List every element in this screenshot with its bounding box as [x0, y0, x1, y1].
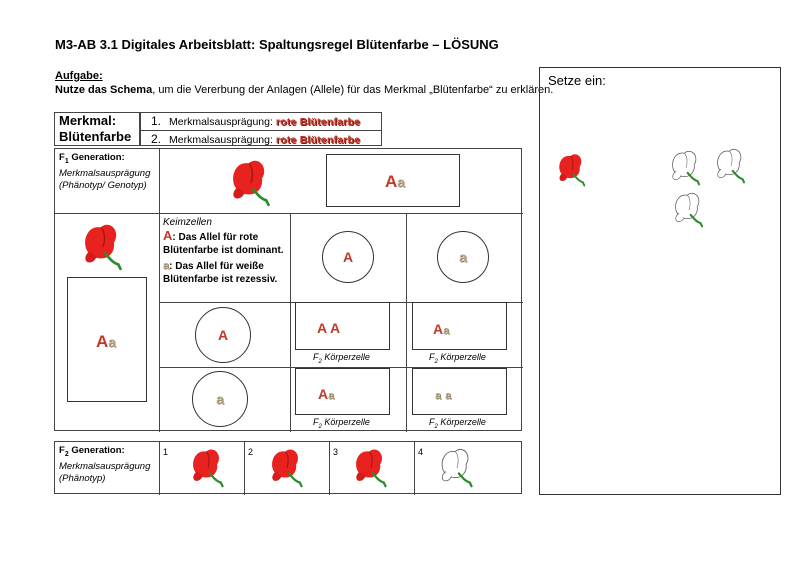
drag-flower-white-icon[interactable] [671, 190, 707, 230]
merkmal-row-value[interactable]: rote Blütenfarbe [275, 134, 361, 146]
allele-recessive: a [328, 390, 335, 402]
f1-flower-red-icon [227, 155, 275, 211]
f2-heading-sub: 2 [64, 450, 69, 458]
punnett-genotype [433, 321, 449, 337]
merkmal-row-2 [141, 130, 381, 147]
allele-recessive: a [445, 390, 452, 402]
parent-genotype [96, 332, 116, 352]
f2-heading-rest: Generation: [68, 445, 125, 456]
drag-flower-white-icon[interactable] [713, 146, 749, 186]
f2-cell-num: 2 [248, 447, 254, 457]
allele-dominant: A [318, 386, 329, 402]
punnett-caption: $F_2$ Körperzelle [313, 417, 370, 430]
setze-ein-panel [539, 67, 781, 495]
allele-recessive: a [108, 335, 116, 350]
keimzellen-info [163, 216, 285, 286]
gamete-allele: a [216, 391, 224, 407]
f2-label [59, 445, 150, 485]
punnett-genotype [317, 320, 340, 336]
gamete-allele: a [459, 249, 467, 265]
gamete-top-left[interactable] [322, 231, 374, 283]
page-title: M3-AB 3.1 Digitales Arbeitsblatt: Spaltungsregel Blütenfarbe – LÖSUNG [55, 37, 499, 52]
allele-recessive: a [397, 175, 405, 190]
f2-flower-red-icon[interactable] [267, 445, 307, 491]
punnett-genotype [318, 386, 334, 402]
allele-recessive: a [435, 390, 442, 402]
setze-ein-title: Setze ein: [548, 73, 606, 88]
keimzellen-dominant-letter: A [163, 228, 173, 243]
parent-flower-red-icon [79, 219, 127, 275]
merkmal-row-num: 2. [151, 132, 162, 146]
merkmal-label-line1: Merkmal: [59, 113, 117, 128]
f2-cell-num: 1 [163, 447, 169, 457]
punnett-caption: $F_2$ Körperzelle [429, 352, 486, 365]
punnett-cell-1[interactable] [295, 302, 390, 350]
task-heading: Aufgabe: [55, 70, 103, 82]
task-rest: , um die Vererbung der Anlagen (Allele) für das Merkmal „Blütenfarbe“ zu erklären. [152, 84, 554, 96]
allele-dominant: A [96, 332, 109, 351]
merkmal-label-line2: Blütenfarbe [59, 129, 132, 144]
f1-heading-sub: 1 [64, 157, 69, 165]
schema-table [54, 148, 522, 431]
parent-genotype-box[interactable] [67, 277, 147, 402]
f2-line3: (Phänotyp) [59, 472, 106, 484]
merkmal-label-cell [54, 112, 140, 146]
keimzellen-recessive-text: : Das Allel für weiße Blütenfarbe ist rezessiv. [163, 261, 278, 285]
allele-dominant: A [433, 321, 444, 337]
merkmal-row-value[interactable]: rote Blütenfarbe [275, 116, 361, 128]
f1-line2: Merkmalsausprägung [59, 167, 151, 179]
f2-cell-num: 4 [418, 447, 424, 457]
punnett-caption: $F_2$ Körperzelle [429, 417, 486, 430]
f1-label [59, 152, 150, 192]
keimzellen-title: Keimzellen [163, 217, 212, 228]
f2-heading-f: F [59, 445, 65, 456]
allele-recessive: a [443, 325, 450, 337]
f2-flower-red-icon[interactable] [351, 445, 391, 491]
task-text [55, 84, 553, 96]
allele-dominant: A [317, 320, 327, 336]
f1-genotype-box[interactable] [326, 154, 460, 207]
punnett-caption: $F_2$ Körperzelle [313, 352, 370, 365]
allele-dominant: A [385, 172, 398, 191]
gamete-side-bottom[interactable] [192, 371, 248, 427]
f2-flower-red-icon[interactable] [188, 445, 228, 491]
f1-genotype [385, 172, 405, 192]
punnett-cell-2[interactable] [412, 302, 507, 350]
punnett-cell-3[interactable] [295, 368, 390, 415]
f2-flower-white-icon[interactable] [437, 445, 477, 491]
task-bold-lead: Nutze das Schema [55, 84, 153, 96]
keimzellen-dominant-text: : Das Allel für rote Blütenfarbe ist dominant. [163, 232, 284, 256]
gamete-allele: A [217, 327, 229, 343]
punnett-genotype [435, 386, 451, 402]
merkmal-row-num: 1. [151, 114, 162, 128]
merkmal-row-1 [141, 113, 381, 130]
allele-dominant: A [329, 320, 341, 336]
gamete-side-top[interactable] [195, 307, 251, 363]
merkmal-row-prefix: Merkmalsausprägung: [169, 134, 273, 146]
drag-flower-red-icon[interactable] [555, 150, 589, 190]
punnett-cell-4[interactable] [412, 368, 507, 415]
gamete-top-right[interactable] [437, 231, 489, 283]
f2-line2: Merkmalsausprägung [59, 460, 151, 472]
gamete-allele: A [342, 249, 354, 265]
merkmal-row-prefix: Merkmalsausprägung: [169, 116, 273, 128]
drag-flower-white-icon[interactable] [668, 148, 704, 188]
f2-table [54, 441, 522, 494]
f1-heading-rest: Generation: [68, 152, 125, 163]
f1-heading-f: F [59, 152, 65, 163]
merkmal-values-cell [140, 112, 382, 146]
f1-line3: (Phänotyp/ Genotyp) [59, 179, 147, 191]
keimzellen-recessive-letter: a [163, 260, 170, 272]
f2-cell-num: 3 [333, 447, 339, 457]
